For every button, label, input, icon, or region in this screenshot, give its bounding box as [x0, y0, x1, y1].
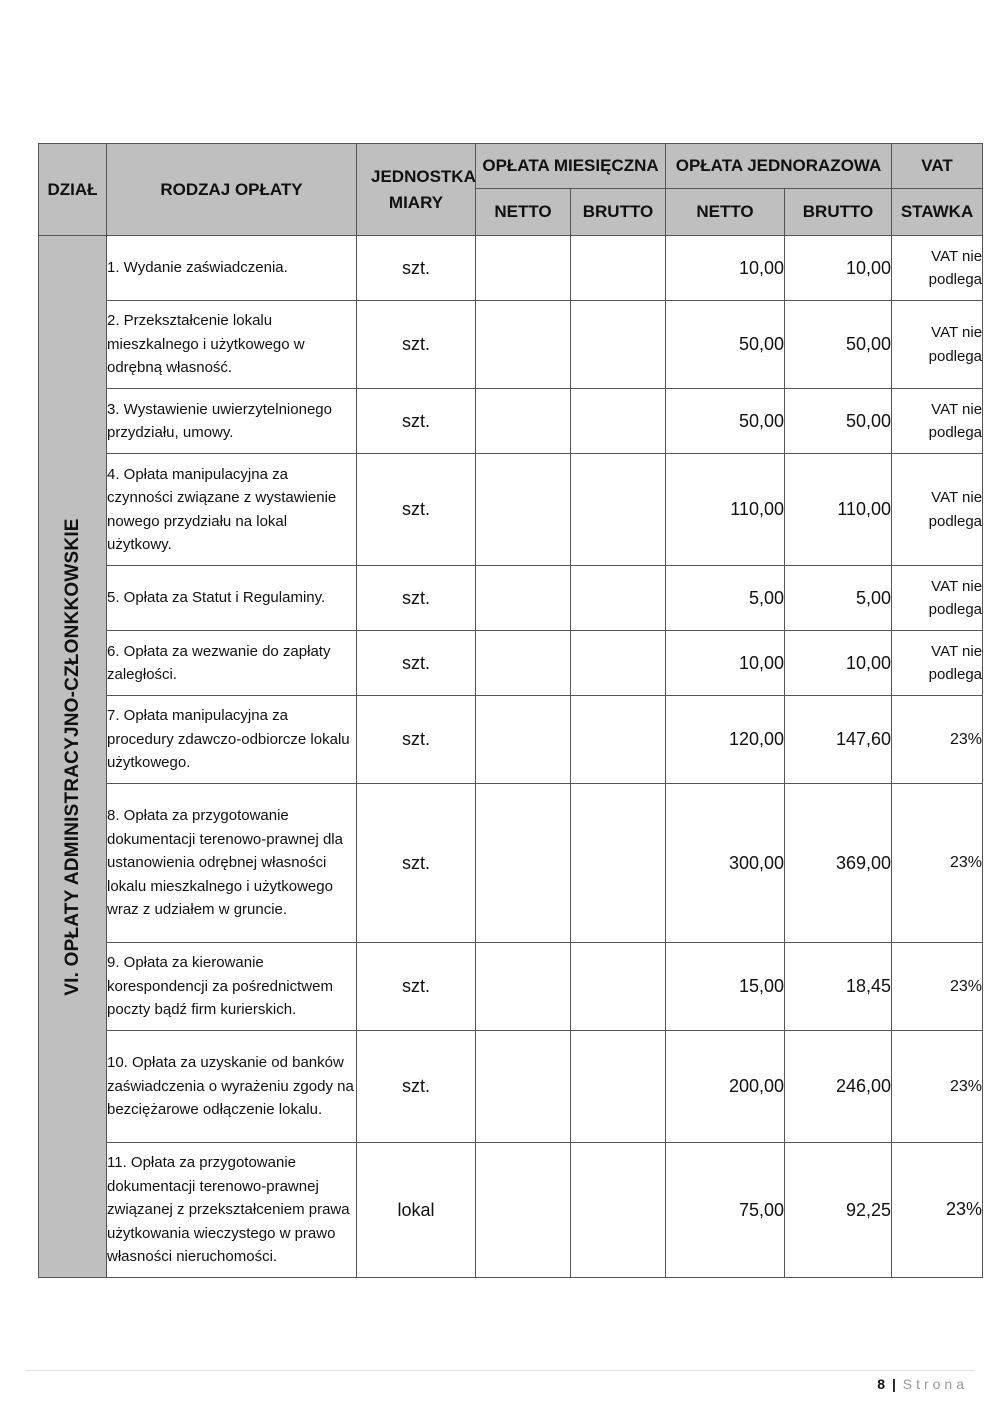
row-once-netto: 10,00	[666, 236, 785, 301]
row-unit: szt.	[357, 454, 476, 566]
row-monthly-netto	[476, 696, 571, 784]
table-row	[39, 1143, 983, 1278]
row-monthly-netto	[476, 301, 571, 389]
header-oplata-jednorazowa: OPŁATA JEDNORAZOWA	[666, 144, 892, 189]
row-monthly-netto	[476, 1031, 571, 1143]
page-number: 8	[877, 1376, 886, 1392]
row-unit: szt.	[357, 566, 476, 631]
table-row	[39, 1031, 983, 1143]
row-once-netto: 200,00	[666, 1031, 785, 1143]
row-monthly-brutto	[571, 454, 666, 566]
row-description: 7. Opłata manipulacyjna za procedury zdawczo-odbiorcze lokalu użytkowego.	[107, 696, 357, 784]
row-monthly-brutto	[571, 301, 666, 389]
row-description: 3. Wystawienie uwierzytelnionego przydziału, umowy.	[107, 389, 357, 454]
row-vat-rate: 23%	[892, 784, 983, 943]
row-unit: szt.	[357, 784, 476, 943]
row-once-netto: 5,00	[666, 566, 785, 631]
row-once-brutto: 92,25	[785, 1143, 892, 1278]
header-vat-stawka: STAWKA	[892, 189, 983, 236]
row-monthly-netto	[476, 784, 571, 943]
row-vat-rate: 23%	[892, 1031, 983, 1143]
row-monthly-brutto	[571, 943, 666, 1031]
row-monthly-brutto	[571, 566, 666, 631]
row-description: 2. Przekształcenie lokalu mieszkalnego i użytkowego w odrębną własność.	[107, 301, 357, 389]
row-vat-rate: VAT nie podlega	[892, 301, 983, 389]
row-once-brutto: 10,00	[785, 631, 892, 696]
row-vat-rate: 23%	[892, 696, 983, 784]
row-once-brutto: 147,60	[785, 696, 892, 784]
row-once-brutto: 369,00	[785, 784, 892, 943]
row-once-brutto: 10,00	[785, 236, 892, 301]
header-jednorazowa-brutto: BRUTTO	[785, 189, 892, 236]
row-description: 1. Wydanie zaświadczenia.	[107, 236, 357, 301]
row-unit: szt.	[357, 236, 476, 301]
row-monthly-brutto	[571, 389, 666, 454]
row-description: 5. Opłata za Statut i Regulaminy.	[107, 566, 357, 631]
header-dzial: DZIAŁ	[39, 144, 107, 236]
row-once-netto: 10,00	[666, 631, 785, 696]
row-description: 9. Opłata za kierowanie korespondencji za pośrednictwem poczty bądź firm kurierskich.	[107, 943, 357, 1031]
row-vat-rate: VAT nie podlega	[892, 631, 983, 696]
row-description: 10. Opłata za uzyskanie od banków zaświadczenia o wyrażeniu zgody na bezciężarowe odłączenie lokalu.	[107, 1031, 357, 1143]
row-once-netto: 50,00	[666, 389, 785, 454]
header-oplata-miesieczna: OPŁATA MIESIĘCZNA	[476, 144, 666, 189]
row-unit: szt.	[357, 301, 476, 389]
row-monthly-brutto	[571, 236, 666, 301]
row-once-brutto: 18,45	[785, 943, 892, 1031]
row-once-brutto: 50,00	[785, 389, 892, 454]
footer-page-word: Strona	[902, 1376, 968, 1392]
row-monthly-netto	[476, 566, 571, 631]
row-monthly-netto	[476, 389, 571, 454]
header-vat: VAT	[892, 144, 983, 189]
section-title: VI. OPŁATY ADMINISTRACYJNO-CZŁONKKOWSKIE	[61, 517, 83, 996]
row-monthly-brutto	[571, 631, 666, 696]
row-description: 4. Opłata manipulacyjna za czynności związane z wystawienie nowego przydziału na lokal użytkowy.	[107, 454, 357, 566]
header-miesieczna-netto: NETTO	[476, 189, 571, 236]
row-once-netto: 300,00	[666, 784, 785, 943]
row-once-netto: 75,00	[666, 1143, 785, 1278]
row-vat-rate: 23%	[892, 1143, 983, 1278]
table-row	[39, 301, 983, 389]
header-jednostka-miary: JEDNOSTKA MIARY	[357, 144, 476, 236]
row-description: 11. Opłata za przygotowanie dokumentacji terenowo-prawnej związanej z przekształceniem prawa użytkowania wieczystego w prawo własności nieruchomości.	[107, 1143, 357, 1278]
row-monthly-brutto	[571, 1143, 666, 1278]
row-once-brutto: 246,00	[785, 1031, 892, 1143]
row-once-brutto: 110,00	[785, 454, 892, 566]
row-monthly-brutto	[571, 784, 666, 943]
row-monthly-brutto	[571, 696, 666, 784]
row-vat-rate: VAT nie podlega	[892, 454, 983, 566]
row-once-brutto: 50,00	[785, 301, 892, 389]
row-vat-rate: VAT nie podlega	[892, 389, 983, 454]
header-rodzaj-oplaty: RODZAJ OPŁATY	[107, 144, 357, 236]
row-description: 8. Opłata za przygotowanie dokumentacji terenowo-prawnej dla ustanowienia odrębnej własności lokalu mieszkalnego i użytkowego wraz z udziałem w gruncie.	[107, 784, 357, 943]
row-unit: szt.	[357, 389, 476, 454]
row-description: 6. Opłata za wezwanie do zapłaty zaległości.	[107, 631, 357, 696]
row-once-netto: 15,00	[666, 943, 785, 1031]
row-monthly-netto	[476, 1143, 571, 1278]
row-unit: szt.	[357, 1031, 476, 1143]
row-once-netto: 50,00	[666, 301, 785, 389]
row-monthly-brutto	[571, 1031, 666, 1143]
row-monthly-netto	[476, 236, 571, 301]
row-monthly-netto	[476, 454, 571, 566]
page-footer	[877, 1376, 968, 1392]
header-jednorazowa-netto: NETTO	[666, 189, 785, 236]
row-monthly-netto	[476, 631, 571, 696]
table-row	[39, 784, 983, 943]
row-once-netto: 110,00	[666, 454, 785, 566]
row-unit: szt.	[357, 631, 476, 696]
row-monthly-netto	[476, 943, 571, 1031]
fees-table	[38, 143, 983, 1278]
table-row	[39, 454, 983, 566]
header-miesieczna-brutto: BRUTTO	[571, 189, 666, 236]
row-once-netto: 120,00	[666, 696, 785, 784]
table-row	[39, 389, 983, 454]
section-cell	[39, 236, 107, 1278]
row-unit: lokal	[357, 1143, 476, 1278]
row-vat-rate: VAT nie podlega	[892, 566, 983, 631]
table-row	[39, 631, 983, 696]
row-once-brutto: 5,00	[785, 566, 892, 631]
table-row	[39, 696, 983, 784]
row-unit: szt.	[357, 943, 476, 1031]
table-row	[39, 943, 983, 1031]
row-vat-rate: 23%	[892, 943, 983, 1031]
footer-divider	[26, 1370, 974, 1371]
footer-separator: |	[891, 1376, 896, 1392]
row-vat-rate: VAT nie podlega	[892, 236, 983, 301]
table-row	[39, 566, 983, 631]
row-unit: szt.	[357, 696, 476, 784]
table-row	[39, 236, 983, 301]
